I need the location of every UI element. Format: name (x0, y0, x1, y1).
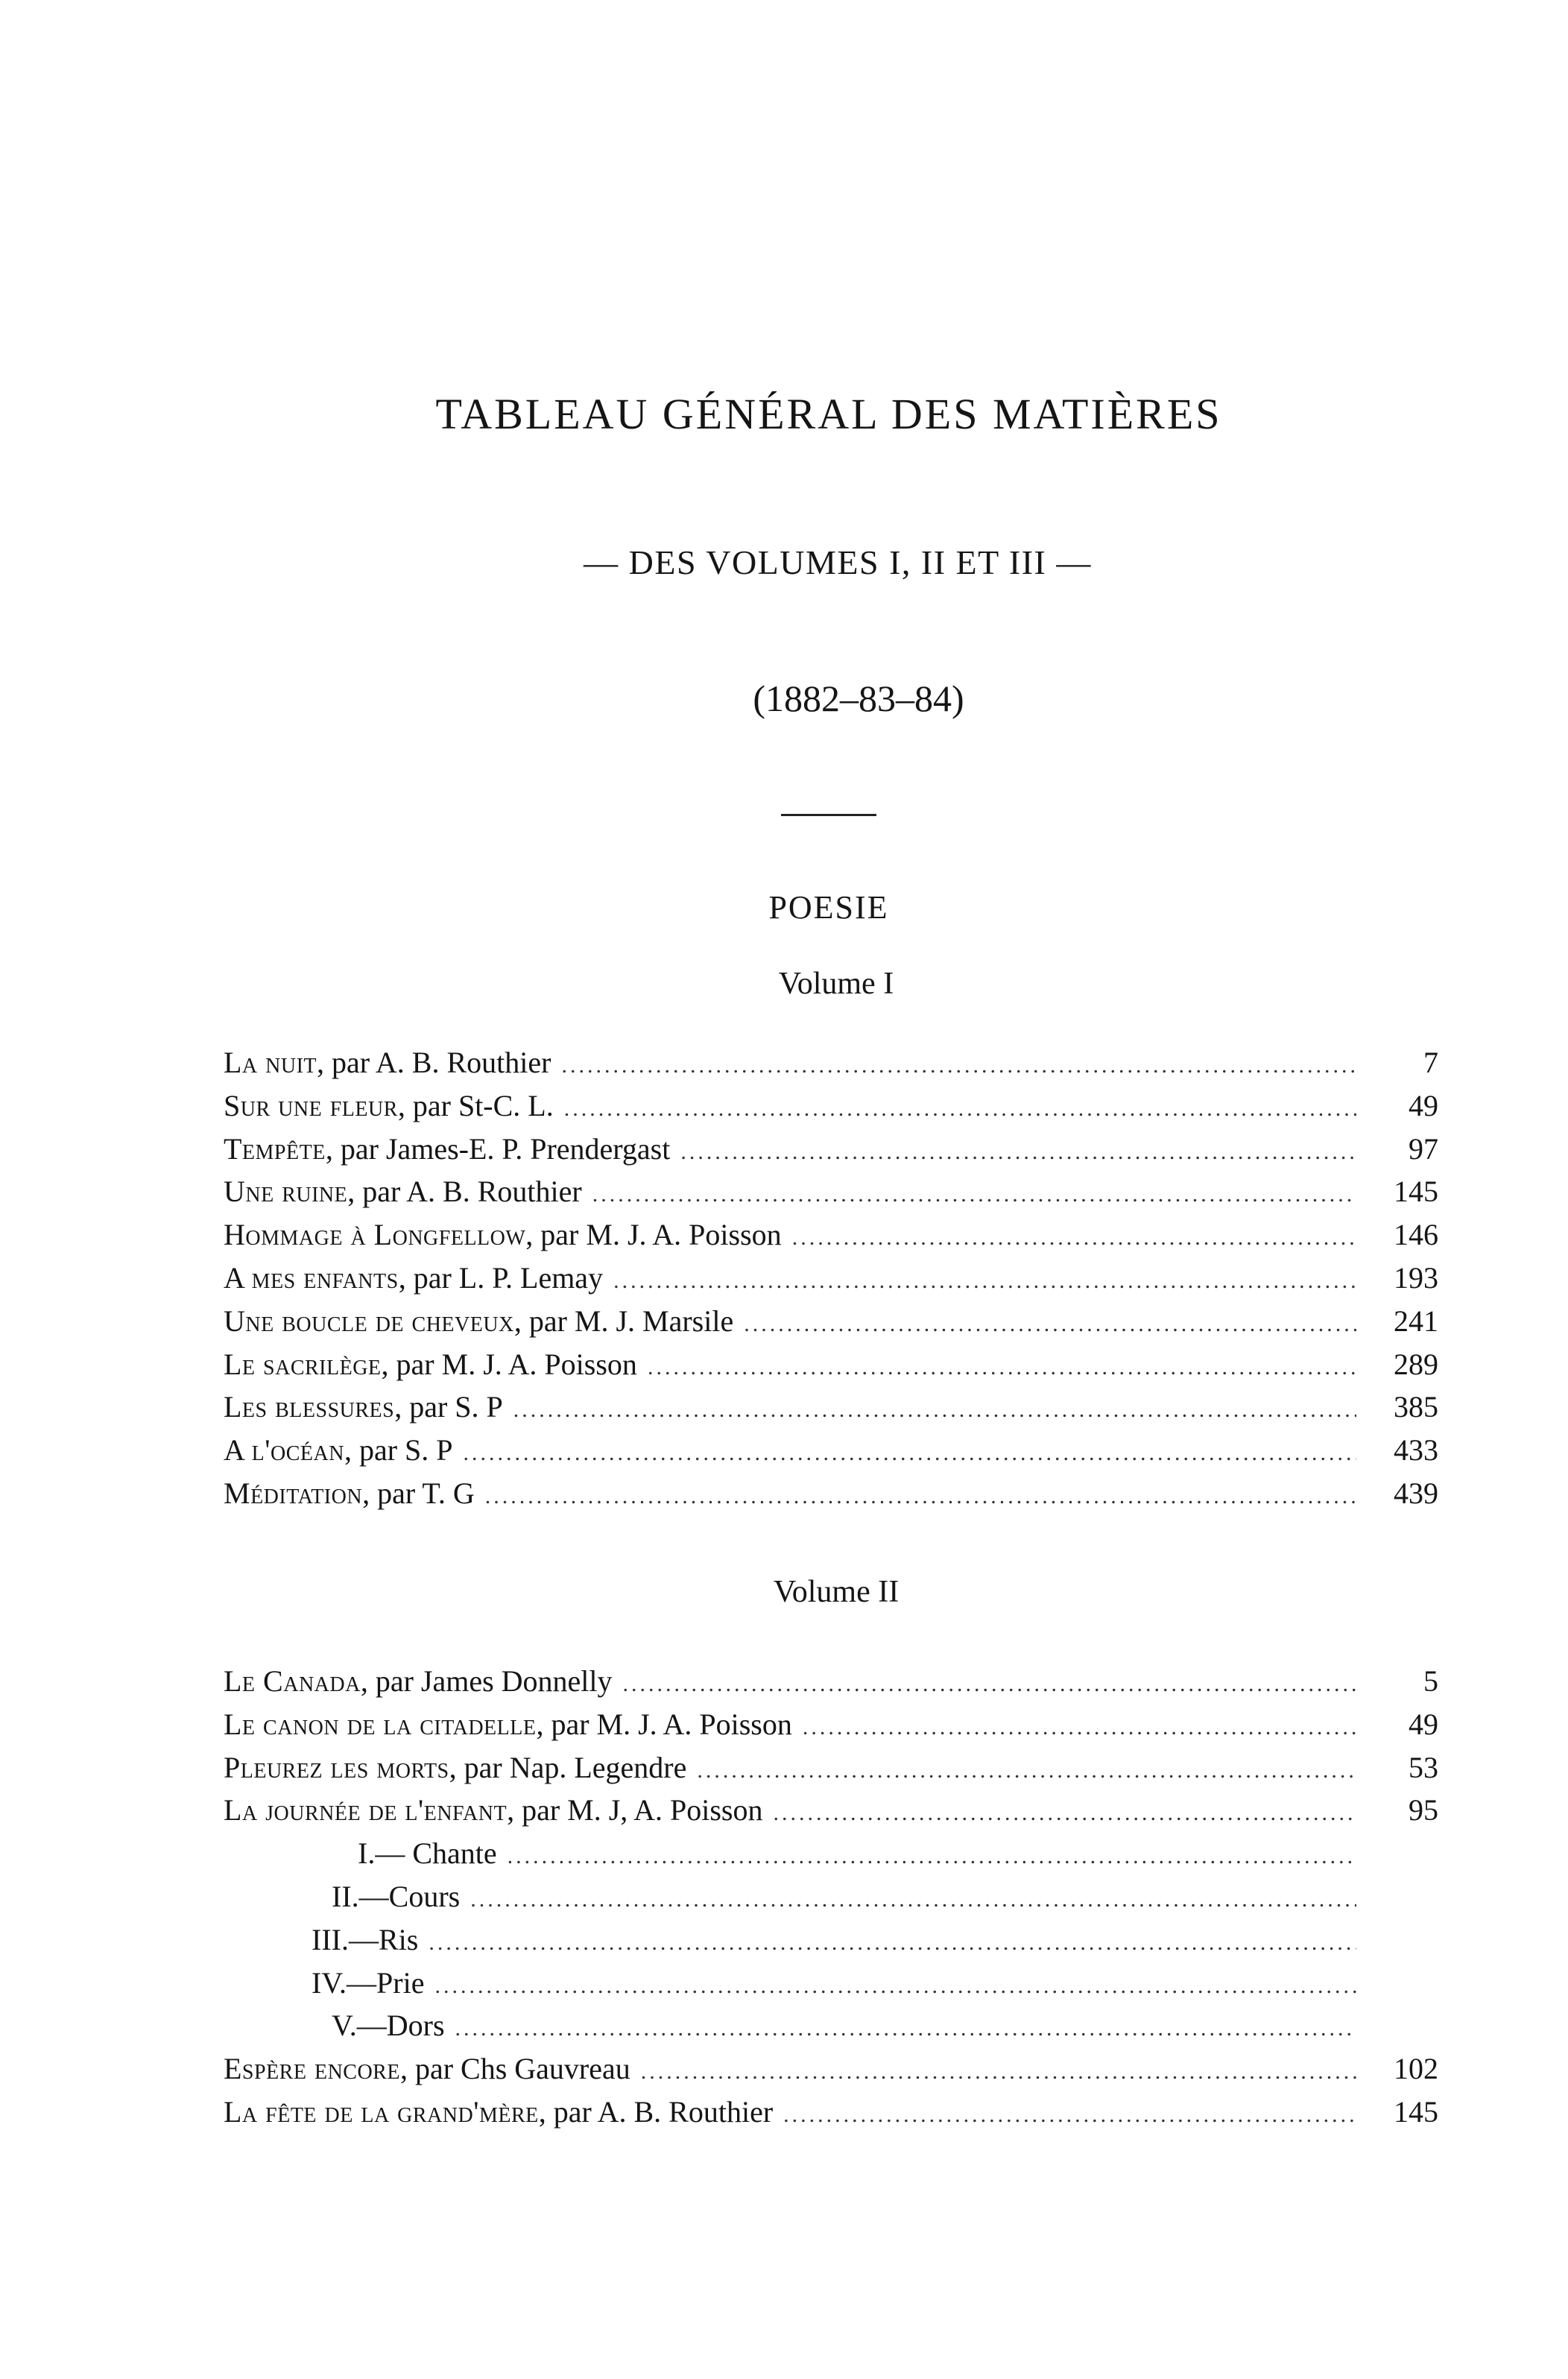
toc-entry (224, 1792, 1438, 1836)
entry-title: Méditation (224, 1476, 363, 1510)
subentry-label: III.—Ris (312, 1922, 419, 1956)
entry-title: Le Canada (224, 1664, 361, 1698)
toc-entry (224, 1131, 1438, 1175)
entry-author: , par S. P (394, 1390, 503, 1424)
entry-page: 49 (1409, 1088, 1438, 1122)
toc-subentry (224, 1965, 1438, 2009)
entry-page: 241 (1394, 1304, 1438, 1338)
toc-entry (224, 1432, 1438, 1476)
entry-author: , par S. P (344, 1433, 453, 1467)
entry-page: 439 (1394, 1476, 1438, 1510)
toc-entry (224, 1389, 1438, 1432)
toc-subentry (224, 1922, 1438, 1965)
toc-subentry (224, 2008, 1438, 2051)
entry-title: Sur une fleur (224, 1088, 398, 1122)
toc-entry (224, 1664, 1438, 1707)
toc-entry (224, 1260, 1438, 1304)
dot-leader (464, 1441, 1356, 1466)
dot-leader (561, 1053, 1356, 1078)
entry-author: , par M. J. A. Poisson (381, 1347, 637, 1381)
toc-entry (224, 1750, 1438, 1793)
entry-author: , par M. J, A. Poisson (507, 1793, 763, 1827)
entry-page: 5 (1423, 1664, 1438, 1698)
toc-subentry (224, 1836, 1438, 1879)
entry-author: , par St-C. L. (397, 1088, 554, 1122)
toc-entry (224, 2094, 1438, 2138)
volume-heading: Volume II (773, 1575, 900, 1609)
entry-title: La journée de l'enfant (224, 1793, 508, 1827)
entry-page: 95 (1409, 1793, 1438, 1827)
toc-entry (224, 1476, 1438, 1519)
dot-leader (792, 1225, 1356, 1251)
page-subtitle: — DES VOLUMES I, II ET III — (584, 543, 1092, 581)
entry-page: 53 (1409, 1750, 1438, 1784)
entry-page: 145 (1394, 2094, 1438, 2129)
entry-author: , par Chs Gauvreau (399, 2052, 630, 2086)
entry-page: 145 (1394, 1175, 1438, 1209)
dot-leader (613, 1269, 1356, 1294)
toc-subentry (224, 1879, 1438, 1922)
dot-leader (648, 1355, 1356, 1380)
dot-leader (744, 1312, 1356, 1337)
entry-author: , par L. P. Lemay (398, 1260, 604, 1295)
toc-entry (224, 2051, 1438, 2094)
entry-title: Pleurez les morts (224, 1750, 449, 1784)
entry-page: 49 (1409, 1707, 1438, 1741)
entry-author: , par A. B. Routhier (538, 2094, 774, 2129)
entry-author: , par James Donnelly (360, 1664, 613, 1698)
toc-entry (224, 1088, 1438, 1131)
dot-leader (485, 1484, 1356, 1509)
entry-title: A l'océan (224, 1433, 344, 1467)
dot-leader (641, 2059, 1356, 2085)
entry-page: 385 (1394, 1390, 1438, 1424)
entry-author: , par A. B. Routhier (347, 1175, 582, 1209)
dot-leader (783, 2102, 1356, 2128)
entry-title: La fête de la grand'mère (224, 2094, 539, 2129)
entry-author: , par M. J. A. Poisson (536, 1707, 792, 1741)
dot-leader (592, 1182, 1356, 1207)
page-title: TABLEAU GÉNÉRAL DES MATIÈRES (435, 390, 1222, 438)
toc-entry (224, 1304, 1438, 1347)
subentry-label: II.—Cours (332, 1879, 461, 1913)
entry-title: Les blessures (224, 1390, 395, 1424)
toc-entry (224, 1174, 1438, 1217)
dot-leader (564, 1096, 1356, 1122)
entry-title: Une boucle de cheveux (224, 1304, 514, 1338)
entry-page: 7 (1423, 1046, 1438, 1079)
entry-author: , par James-E. P. Prendergast (325, 1131, 671, 1166)
entry-title: A mes enfants (224, 1260, 399, 1295)
dot-leader (623, 1672, 1356, 1697)
entry-author: , par M. J. A. Poisson (525, 1218, 782, 1252)
entry-title: Espère encore (224, 2052, 400, 2086)
year-range: (1882–83–84) (753, 677, 964, 719)
entry-title: Le canon de la citadelle (224, 1707, 537, 1741)
toc-list-volume-1 (224, 1045, 1438, 1519)
entry-title: Le sacrilège (224, 1347, 382, 1381)
subentry-label: I.— Chante (358, 1836, 497, 1871)
entry-page: 289 (1394, 1347, 1438, 1381)
toc-list-volume-2 (224, 1664, 1438, 2138)
dot-leader (697, 1758, 1356, 1784)
toc-entry (224, 1707, 1438, 1750)
entry-author: , par Nap. Legendre (449, 1750, 687, 1784)
dot-leader (680, 1140, 1356, 1165)
entry-author: , par T. G (362, 1476, 475, 1510)
entry-page: 193 (1394, 1260, 1438, 1295)
entry-author: , par M. J. Marsile (513, 1304, 734, 1338)
entry-page: 97 (1409, 1131, 1438, 1166)
volume-heading: Volume I (778, 967, 894, 1001)
dot-leader (773, 1801, 1356, 1826)
dot-leader (470, 1887, 1356, 1912)
toc-entry (224, 1217, 1438, 1260)
entry-page: 102 (1394, 2052, 1438, 2086)
subentry-label: V.—Dors (332, 2009, 445, 2043)
section-title: POESIE (768, 889, 889, 926)
entry-title: Hommage à Longfellow (224, 1218, 526, 1252)
dot-leader (508, 1844, 1356, 1869)
dot-leader (429, 1930, 1356, 1956)
dot-leader (455, 2016, 1356, 2041)
toc-entry (224, 1347, 1438, 1390)
dot-leader (803, 1715, 1356, 1740)
dot-leader (513, 1397, 1356, 1423)
entry-title: Une ruine (224, 1175, 348, 1209)
entry-author: , par A. B. Routhier (317, 1046, 551, 1079)
entry-page: 146 (1394, 1218, 1438, 1252)
entry-title: Tempête (224, 1131, 326, 1166)
toc-entry (224, 1045, 1438, 1088)
entry-page: 433 (1394, 1433, 1438, 1467)
dot-leader (434, 1974, 1356, 1999)
divider-rule (781, 814, 876, 816)
subentry-label: IV.—Prie (312, 1965, 425, 2000)
entry-title: La nuit (224, 1046, 317, 1079)
